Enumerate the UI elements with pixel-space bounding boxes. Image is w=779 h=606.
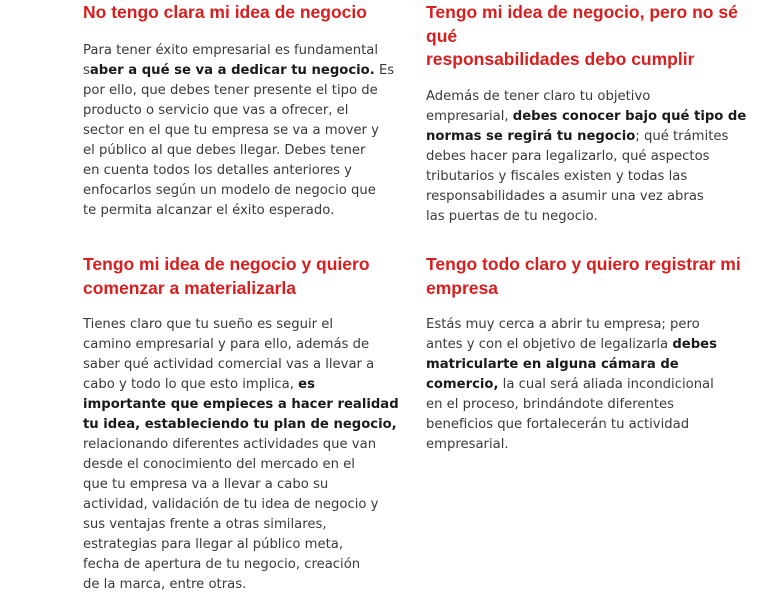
body-line: Para tener éxito empresarial es fundamental — [83, 43, 379, 58]
body-line: que tu empresa va a llevar a cabo su — [83, 477, 329, 492]
emphasis-text: importante que empieces a hacer realidad — [83, 397, 399, 412]
body-line: estrategias para llegar al público meta, — [83, 537, 344, 552]
body-line: en el proceso, brindándote diferentes — [426, 397, 674, 412]
section-body — [83, 315, 399, 595]
title-line: responsabilidades debo cumplir — [426, 49, 695, 69]
title-line: Tengo todo claro y quiero registrar mi — [426, 254, 741, 274]
body-line: fecha de apertura de tu negocio, creación — [83, 557, 361, 572]
body-line: debes hacer para legalizarlo, qué aspectos — [426, 149, 710, 164]
body-line: las puertas de tu negocio. — [426, 209, 598, 224]
body-line — [426, 355, 717, 375]
body-line: enfocarlos según un modelo de negocio que — [83, 183, 376, 198]
body-line: saber a qué se va a dedicar tu negocio. Es — [83, 63, 395, 78]
body-line: desde el conocimiento del mercado en el — [83, 457, 355, 472]
title-line: qué — [426, 25, 458, 46]
body-line: Además de tener claro tu objetivo — [426, 89, 651, 104]
section-body — [426, 87, 746, 227]
emphasis-text: comercio, — [426, 377, 499, 392]
body-line: producto o servicio que vas a ofrecer, el — [83, 103, 349, 118]
section-materialize-idea — [83, 253, 403, 592]
body-line: por ello, que debes tener presente el tipo de — [83, 83, 378, 98]
body-line: cabo y todo lo que esto implica, es — [83, 377, 315, 392]
body-line: saber qué actividad comercial vas a llevar a — [83, 357, 375, 372]
emphasis-text: tu idea, estableciendo tu plan de negocio, — [83, 417, 397, 432]
emphasis-text: debes conocer bajo qué tipo de — [512, 109, 747, 124]
body-line: el público al que debes llegar. Debes tener — [83, 143, 366, 158]
body-line: actividad, validación de tu idea de negocio y — [83, 497, 379, 512]
emphasis-text: es — [298, 377, 315, 392]
body-line: en cuenta todos los detalles anteriores y — [83, 163, 352, 178]
section-register-company — [426, 253, 746, 452]
body-line — [83, 395, 399, 415]
emphasis-text: matricularte en alguna cámara de — [426, 357, 679, 372]
body-line: antes y con el objetivo de legalizarla debes — [426, 337, 717, 352]
title-line: No tengo clara mi idea de negocio — [83, 2, 367, 22]
body-line — [83, 415, 399, 435]
section-title — [426, 1, 746, 72]
emphasis-text: aber a qué se va a dedicar tu negocio. — [89, 63, 375, 78]
emphasis-text: normas se regirá tu negocio — [426, 129, 636, 144]
body-line: te permita alcanzar el éxito esperado. — [83, 203, 335, 218]
body-line: sus ventajas frente a otras similares, — [83, 517, 327, 532]
emphasis-text: debes — [672, 337, 717, 352]
title-line: Tengo mi idea de negocio, pero no sé — [426, 2, 738, 22]
body-line: comercio, la cual será aliada incondicional — [426, 377, 714, 392]
body-line: tributarios y fiscales existen y todas las — [426, 169, 688, 184]
body-line: relacionando diferentes actividades que van — [83, 437, 377, 452]
section-body — [83, 41, 394, 221]
body-line: sector en el que tu empresa se va a mover y — [83, 123, 379, 138]
body-line: empresarial, debes conocer bajo qué tipo de — [426, 109, 747, 124]
body-line: empresarial. — [426, 437, 509, 452]
title-line: empresa — [426, 277, 498, 298]
section-no-clear-idea — [83, 1, 403, 218]
body-line: beneficios que fortalecerán tu actividad — [426, 417, 690, 432]
section-title — [426, 253, 746, 300]
body-line: Tienes claro que tu sueño es seguir el — [83, 317, 334, 332]
body-line: camino empresarial y para ello, además de — [83, 337, 370, 352]
section-responsibilities — [426, 1, 747, 224]
body-line: responsabilidades a asumir una vez abras — [426, 189, 704, 204]
section-body — [426, 315, 717, 455]
section-title — [83, 253, 403, 300]
title-line: Tengo mi idea de negocio y quiero — [83, 254, 370, 274]
body-line: de la marca, entre otras. — [83, 577, 247, 592]
body-line: normas se regirá tu negocio; qué trámites — [426, 129, 729, 144]
body-line: Estás muy cerca a abrir tu empresa; pero — [426, 317, 700, 332]
title-line: comenzar a materializarla — [83, 277, 297, 298]
section-title — [83, 1, 403, 25]
